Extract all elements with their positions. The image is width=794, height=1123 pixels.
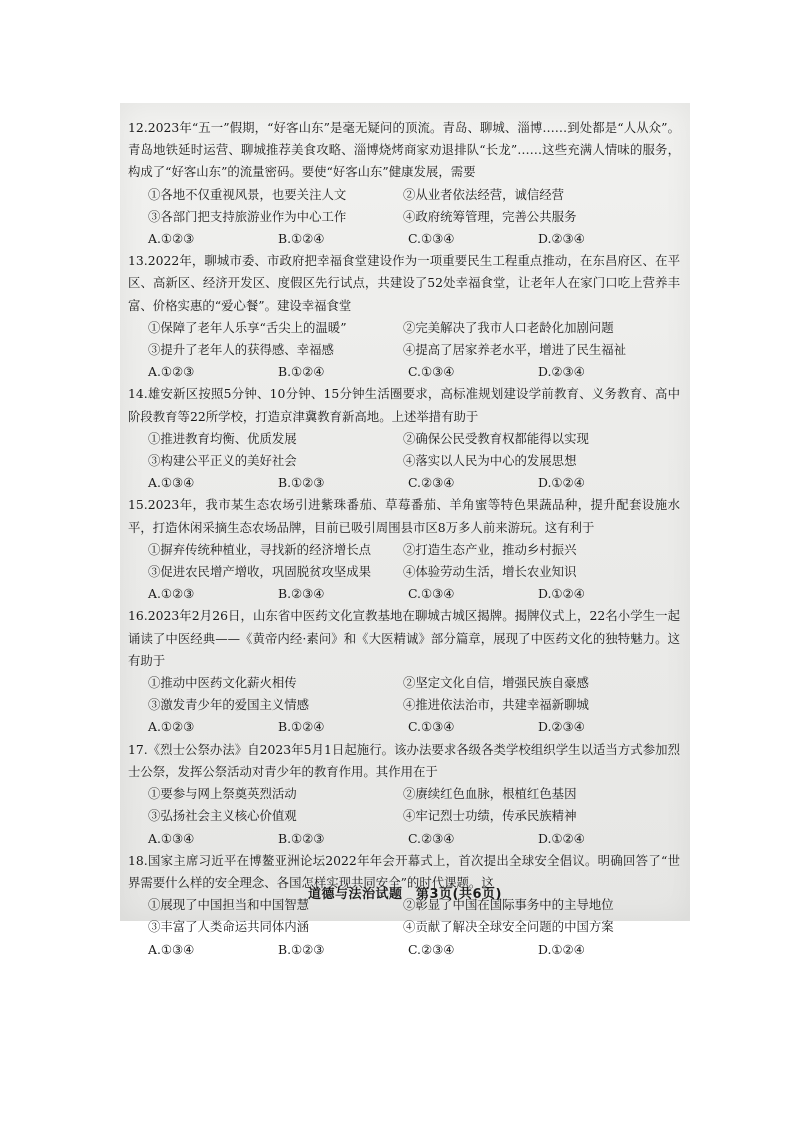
answer-choices [148, 939, 680, 961]
answer-choices [148, 472, 680, 494]
question-stem: 12.2023年“五一”假期，“好客山东”是毫无疑问的顶流。青岛、聊城、淄博……到处都是“人从众”。青岛地铁延时运营、聊城推荐美食攻略、淄博烧烤商家劝退排队“长龙”……这些充满人情味的服务，构成了“好客山东”的流量密码。要使“好客山东”健康发展，需要 [128, 120, 680, 180]
page-footer: 道德与法治试题 第3页(共6页) [308, 887, 502, 902]
option: ②坚定文化自信，增强民族自豪感 [403, 675, 589, 691]
question-options [148, 672, 680, 716]
option: ③促进农民增产增收，巩固脱贫攻坚成果 [148, 564, 372, 580]
option: ①推动中医药文化薪火相传 [148, 675, 297, 691]
question-options [148, 428, 680, 472]
answer-choice: D.①②④ [538, 475, 585, 491]
option: ④政府统筹管理，完善公共服务 [403, 208, 577, 224]
question-15 [128, 494, 680, 605]
answer-choice: D.②③④ [538, 364, 585, 380]
option: ①展现了中国担当和中国智慧 [148, 897, 310, 913]
question-18 [128, 850, 680, 961]
answer-choice: D.①②④ [538, 941, 585, 957]
question-options [148, 539, 680, 583]
answer-choice: A.①③④ [148, 830, 195, 846]
option: ①各地不仅重视风景，也要关注人文 [148, 186, 347, 202]
answer-choice: D.①②④ [538, 830, 585, 846]
option: ②从业者依法经营，诚信经营 [403, 186, 565, 202]
question-options [148, 783, 680, 827]
question-stem: 16.2023年2月26日，山东省中医药文化宣教基地在聊城古城区揭牌。揭牌仪式上，22名小学生一起诵读了中医经典——《黄帝内经·素问》和《大医精诚》部分篇章，展现了中医药文化的独特魅力。这有助于 [128, 608, 680, 668]
answer-choice: B.②③④ [278, 586, 325, 602]
answer-choice: C.②③④ [408, 830, 455, 846]
question-16 [128, 605, 680, 738]
answer-choice: A.①②③ [148, 586, 195, 602]
option: ④体验劳动生活，增长农业知识 [403, 564, 577, 580]
question-17 [128, 739, 680, 850]
answer-choice: A.①③④ [148, 475, 195, 491]
option: ④推进依法治市，共建幸福新聊城 [403, 697, 589, 713]
exam-page-photo [120, 103, 690, 957]
answer-choices [148, 361, 680, 383]
question-stem: 18.国家主席习近平在博鳌亚洲论坛2022年年会开幕式上，首次提出全球安全倡议。明确回答了“世界需要什么样的安全理念、各国怎样实现共同安全”的时代课题。这 [128, 852, 680, 890]
answer-choice: B.①②③ [278, 830, 325, 846]
answer-choice: C.①③④ [408, 364, 455, 380]
option: ③丰富了人类命运共同体内涵 [148, 919, 310, 935]
answer-choice: B.①②④ [278, 364, 325, 380]
answer-choice: B.①②③ [278, 941, 325, 957]
option: ②确保公民受教育权都能得以实现 [403, 430, 589, 446]
question-stem: 15.2023年，我市某生态农场引进紫珠番茄、草莓番茄、羊角蜜等特色果蔬品种，提升配套设施水平，打造休闲采摘生态农场品牌，目前已吸引周围县市区8万多人前来游玩。这有利于 [128, 497, 680, 535]
option: ②彰显了中国在国际事务中的主导地位 [403, 897, 614, 913]
question-options [148, 317, 680, 361]
option: ④落实以人民为中心的发展思想 [403, 453, 577, 469]
answer-choice: A.①③④ [148, 941, 195, 957]
option: ④贡献了解决全球安全问题的中国方案 [403, 919, 614, 935]
answer-choice: C.①③④ [408, 719, 455, 735]
option: ①保障了老年人乐享“舌尖上的温暖” [148, 319, 347, 335]
option: ①推进教育均衡、优质发展 [148, 430, 297, 446]
answer-choice: C.①③④ [408, 231, 455, 247]
answer-choice: A.①②③ [148, 231, 195, 247]
option: ③构建公平正义的美好社会 [148, 453, 297, 469]
question-13 [128, 250, 680, 383]
question-stem: 14.雄安新区按照5分钟、10分钟、15分钟生活圈要求，高标准规划建设学前教育、义务教育、高中阶段教育等22所学校，打造京津冀教育新高地。上述举措有助于 [128, 386, 680, 424]
option: ②赓续红色血脉，根植红色基因 [403, 786, 577, 802]
question-list [128, 117, 680, 961]
answer-choice: B.①②④ [278, 231, 325, 247]
answer-choice: D.①②④ [538, 586, 585, 602]
question-options [148, 184, 680, 228]
option: ③弘扬社会主义核心价值观 [148, 808, 297, 824]
option: ②完美解决了我市人口老龄化加剧问题 [403, 319, 614, 335]
answer-choice: C.②③④ [408, 941, 455, 957]
option: ④牢记烈士功绩，传承民族精神 [403, 808, 577, 824]
answer-choice: D.②③④ [538, 231, 585, 247]
answer-choices [148, 828, 680, 850]
option: ①摒弃传统种植业，寻找新的经济增长点 [148, 541, 372, 557]
answer-choice: A.①②③ [148, 719, 195, 735]
option: ②打造生态产业，推动乡村振兴 [403, 541, 577, 557]
option: ④提高了居家养老水平，增进了民生福祉 [403, 342, 627, 358]
option: ①要参与网上祭奠英烈活动 [148, 786, 297, 802]
answer-choice: D.②③④ [538, 719, 585, 735]
answer-choice: C.①③④ [408, 586, 455, 602]
answer-choices [148, 583, 680, 605]
answer-choices [148, 716, 680, 738]
question-12 [128, 117, 680, 250]
option: ③激发青少年的爱国主义情感 [148, 697, 310, 713]
question-stem: 17.《烈士公祭办法》自2023年5月1日起施行。该办法要求各级各类学校组织学生以适当方式参加烈士公祭，发挥公祭活动对青少年的教育作用。其作用在于 [128, 741, 680, 779]
answer-choice: A.①②③ [148, 364, 195, 380]
answer-choices [148, 228, 680, 250]
option: ③提升了老年人的获得感、幸福感 [148, 342, 334, 358]
question-14 [128, 383, 680, 494]
answer-choice: B.①②④ [278, 719, 325, 735]
question-stem: 13.2022年，聊城市委、市政府把幸福食堂建设作为一项重要民生工程重点推动，在东昌府区、在平区、高新区、经济开发区、度假区先行试点，共建设了52处幸福食堂，让老年人在家门口吃上营养丰富、价格实惠的“爱心餐”。建设幸福食堂 [128, 253, 680, 313]
answer-choice: C.②③④ [408, 475, 455, 491]
answer-choice: B.①②③ [278, 475, 325, 491]
option: ③各部门把支持旅游业作为中心工作 [148, 208, 347, 224]
